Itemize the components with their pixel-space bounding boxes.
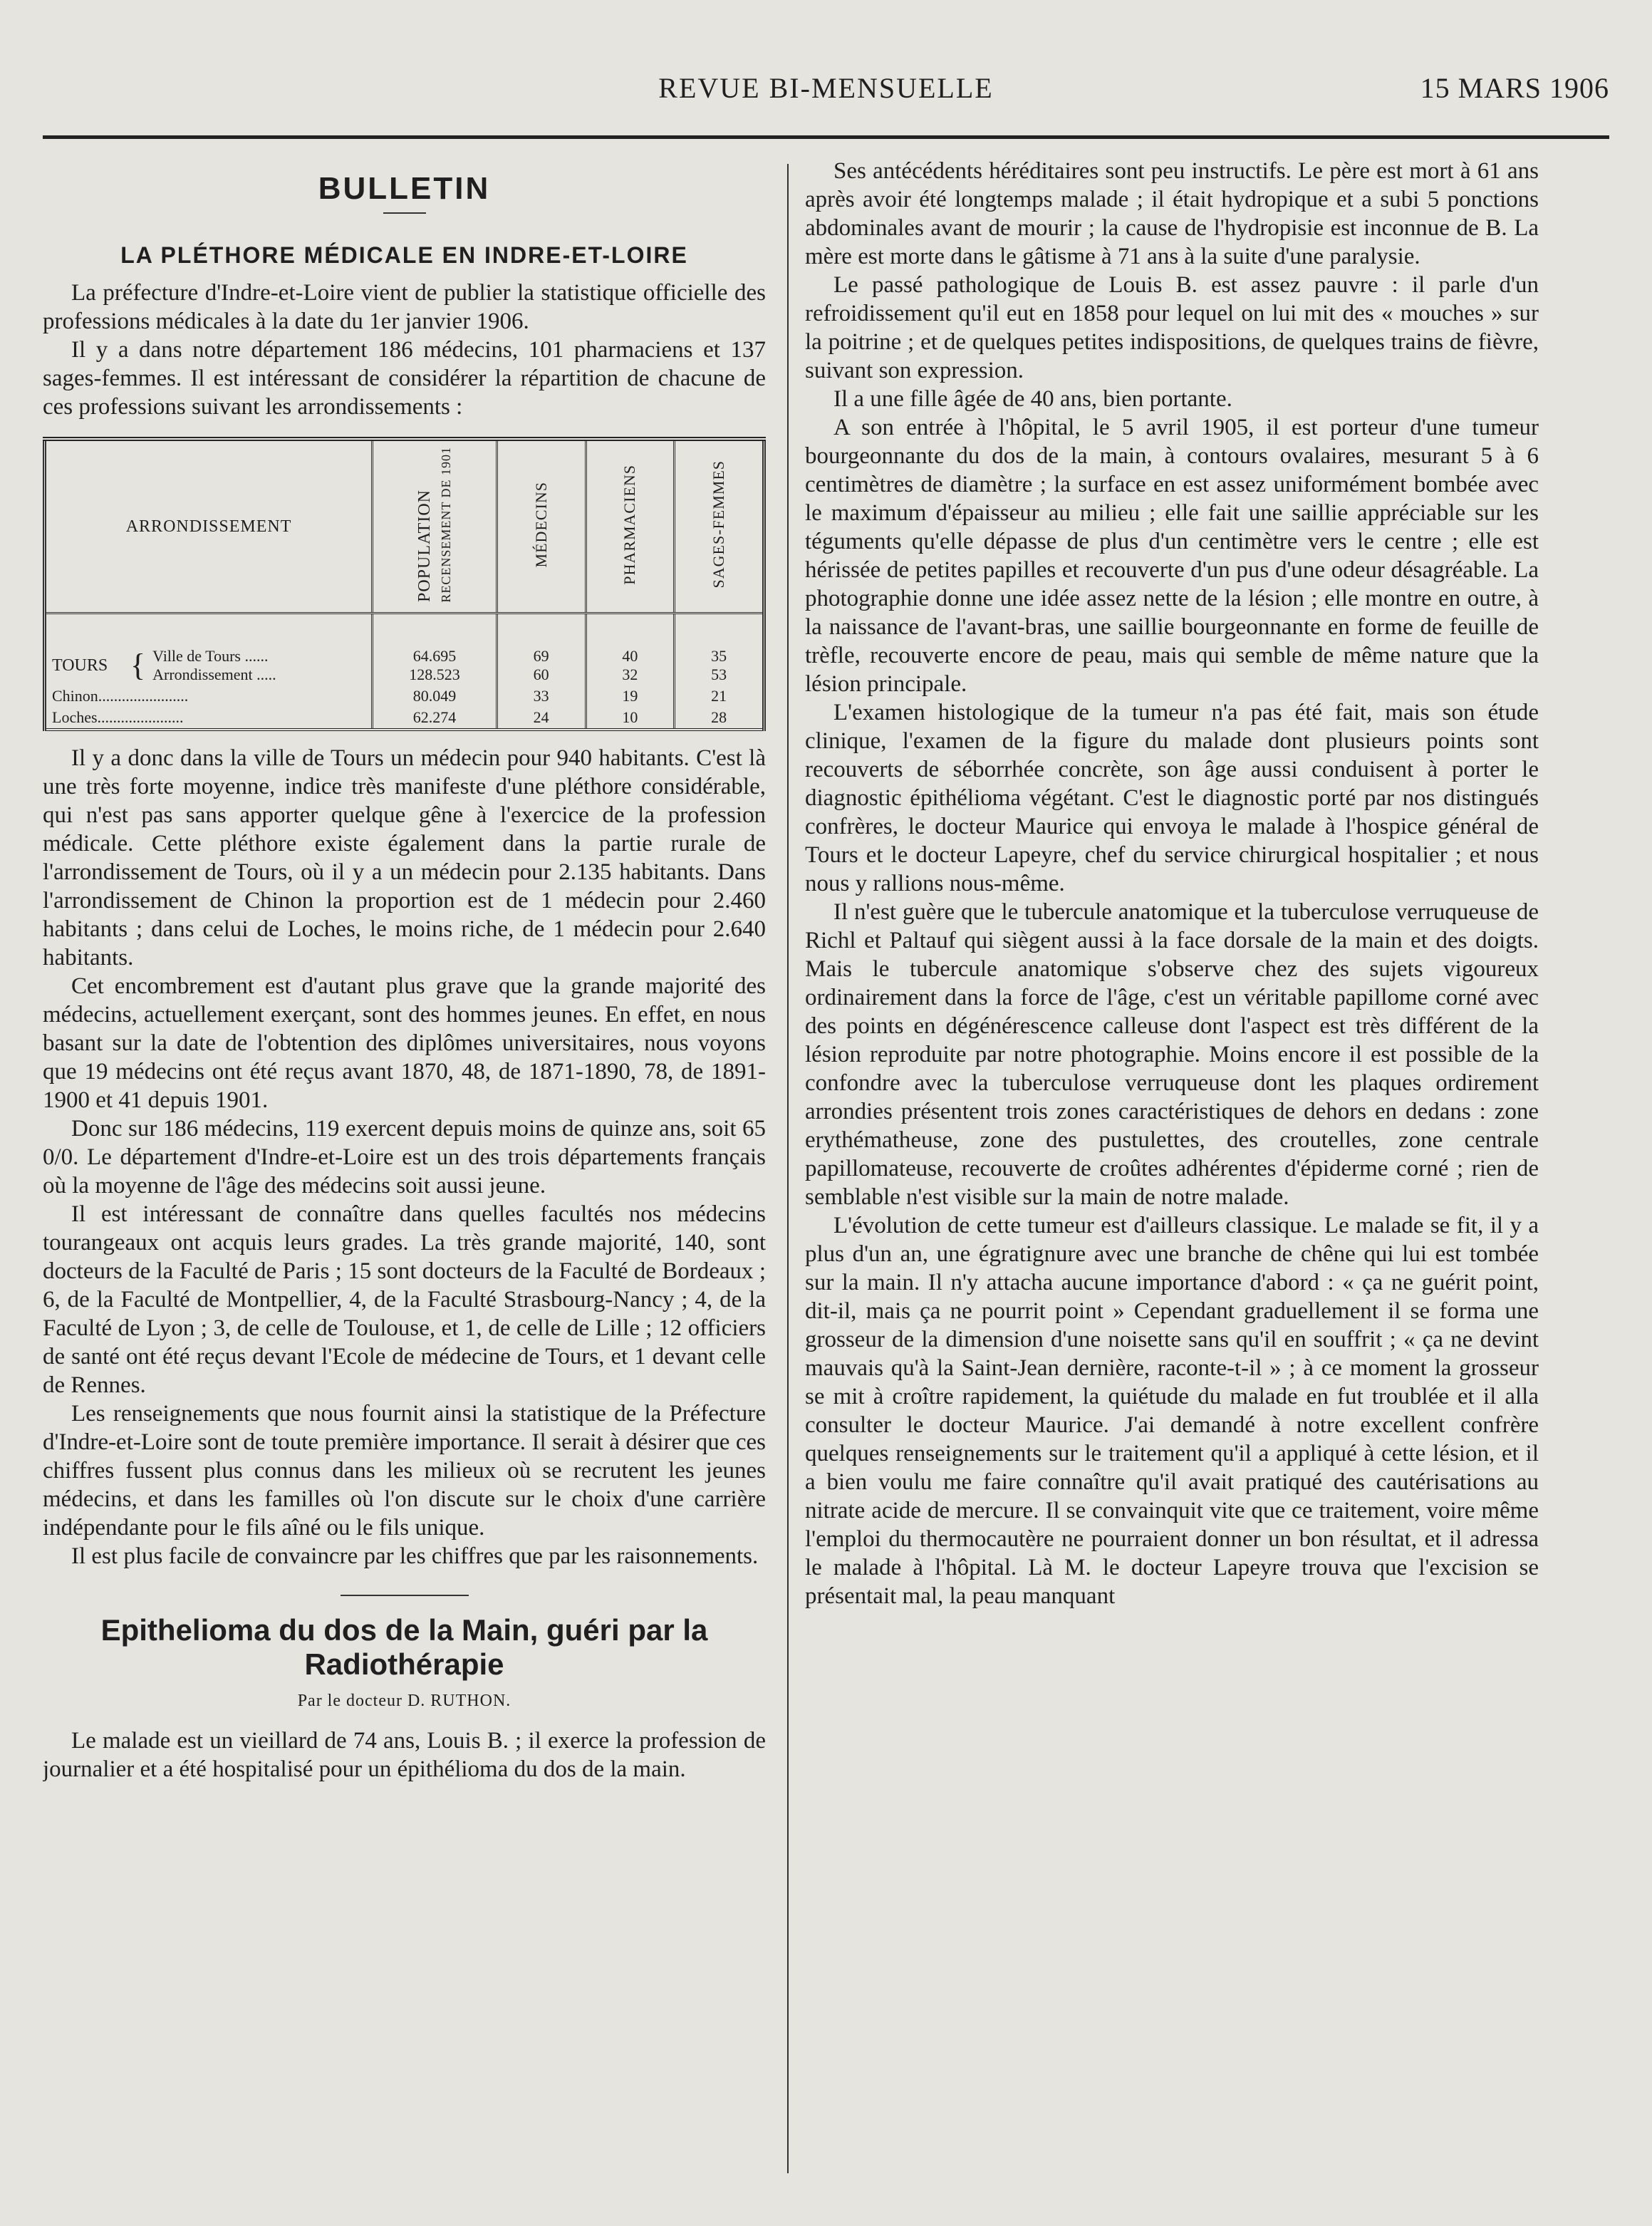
table-spacer	[45, 614, 764, 646]
article-separator	[341, 1595, 469, 1596]
paragraph: Les renseignements que nous fournit ainsi la statistique de la Préfecture d'Indre-et-Loire sont de toute première importance. Il serait à désirer que ces chiffres fussent plus connus dans les milieux où se recrutent les jeunes médecins, et dans les familles où l'on discute sur le choix d'une carrière indépendante pour le fils aîné ou le fils unique.	[43, 1401, 766, 1541]
table-row	[45, 707, 764, 730]
tours-group-label: TOURS	[52, 656, 108, 675]
cell-value: 21	[675, 685, 764, 707]
header-medecins	[497, 439, 586, 614]
header-arrondissement: ARRONDISSEMENT	[45, 439, 373, 614]
journal-title: REVUE BI-MENSUELLE	[658, 72, 994, 104]
paragraph: Il y a donc dans la ville de Tours un médecin pour 940 habitants. C'est là une très forte moyenne, indice très manifeste d'une pléthore considérable, qui n'est pas sans apporter quelque gêne à l'exercice de la profession médicale. Cette pléthore existe également dans la partie rurale de l'arrondissement de Tours, où il y a un médecin pour 2.135 habitants. Dans l'arrondissement de Chinon la proportion est de 1 médecin pour 2.460 habitants ; dans celui de Loches, le moins riche, de 1 médecin pour 2.640 habitants.	[43, 745, 766, 970]
population-cell	[373, 646, 497, 685]
header-population-label: POPULATION	[415, 490, 435, 603]
row-label: Arrondissement .....	[152, 666, 276, 683]
cell-value: 40	[622, 647, 638, 665]
pharmaciens-cell	[586, 646, 675, 685]
section-heading: LA PLÉTHORE MÉDICALE EN INDRE-ET-LOIRE	[120, 242, 688, 268]
header-population	[373, 439, 497, 614]
cell-value: 60	[533, 666, 549, 683]
paragraph: Cet encombrement est d'autant plus grave que la grande majorité des médecins, actuellement exerçant, sont des hommes jeunes. En effet, en nous basant sur la date de l'obtention des diplômes universitaires, nous voyons que 19 médecins ont été reçus avant 1870, 48, de 1871-1890, 78, de 1891-1900 et 41 depuis 1901.	[43, 973, 766, 1113]
cell-value: 62.274	[373, 707, 497, 730]
tours-brace: {	[130, 648, 146, 683]
paragraph: Il est intéressant de connaître dans quelles facultés nos médecins tourangeaux ont acquis leurs grades. La très grande majorité, 140, sont docteurs de la Faculté de Paris ; 15 sont docteurs de la Faculté de Bordeaux ; 6, de la Faculté de Montpellier, 4, de la Faculté Strasbourg-Nancy ; 4, de la Faculté de Lyon ; 3, de celle de Toulouse, et 1, de celle de Lille ; 12 officiers de santé ont été reçus devant l'Ecole de médecine de Tours, et 1 devant celle de Rennes.	[43, 1201, 766, 1398]
cell-value: 24	[497, 707, 586, 730]
paragraph: La préfecture d'Indre-et-Loire vient de publier la statistique officielle des professions médicales à la date du 1er janvier 1906.	[43, 280, 766, 334]
paragraph: Il est plus facile de convaincre par les chiffres que par les raisonnements.	[71, 1543, 759, 1569]
title-rule	[383, 212, 426, 214]
header-pharmaciens-label: PHARMACIENS	[620, 464, 639, 585]
cell-value: 80.049	[373, 685, 497, 707]
cell-value: 69	[533, 647, 549, 665]
cell-value: 33	[497, 685, 586, 707]
header-medecins-label: MÉDECINS	[531, 481, 550, 568]
cell-value: 28	[675, 707, 764, 730]
header-pharmaciens	[586, 439, 675, 614]
paragraph: Il n'est guère que le tubercule anatomique et la tuberculose verruqueuse de Richl et Paltauf qui siègent aussi à la face dorsale de la main et des doigts. Mais le tubercule anatomique s'observe chez des sujets vigoureux ordinairement dans la force de l'âge, c'est un véritable papillome corné avec des points en dégénérescence calleuse dont l'aspect est très différent de la lésion reproduite par notre photographie. Moins encore il est possible de la confondre avec la tuberculose verruqueuse dont les plaques ordirement arrondies présentent trois zones caractéristiques de dehors en dedans : zone erythématheuse, zone des pustulettes, des croutelles, zone centrale papillomateuse, recouverte de croûtes adhérentes d'épiderme corné ; rien de semblable n'est visible sur la main de notre malade.	[805, 899, 1539, 1210]
paragraph: Il y a dans notre département 186 médecins, 101 pharmaciens et 137 sages-femmes. Il est intéressant de considérer la répartition de chacune de ces professions suivant les arrondissements :	[43, 337, 766, 420]
issue-date: 15 MARS 1906	[1420, 72, 1609, 104]
paragraph: Il a une fille âgée de 40 ans, bien portante.	[833, 386, 1232, 412]
arrondissement-cell: Chinon.......................	[45, 685, 373, 707]
cell-value: 10	[586, 707, 675, 730]
arrondissement-cell: Loches......................	[45, 707, 373, 730]
table-header-row	[45, 439, 764, 614]
paragraph: Le malade est un vieillard de 74 ans, Louis B. ; il exerce la profession de journalier et a été hospitalisé pour un épithélioma du dos de la main.	[43, 1728, 766, 1782]
article-title: Epithelioma du dos de la Main, guéri par la Radiothérapie	[100, 1613, 708, 1681]
sages-femmes-cell	[675, 646, 764, 685]
article-byline: Par le docteur D. RUTHON.	[297, 1692, 511, 1710]
paragraph: L'évolution de cette tumeur est d'ailleurs classique. Le malade se fit, il y a plus d'un an, une égratignure avec une branche de chêne qui lui est tombée sur la main. Il n'y attacha aucune importance d'abord : « ça ne guérit point, dit-il, mais ça ne pourrit point » Cependant graduellement il se forma une grosseur de la dimension d'une noisette sans qu'il en souffrit ; « ça ne devint mauvais qu'à la Saint-Jean dernière, raconte-t-il » ; à ce moment la grosseur se mit à croître rapidement, la quiétude du malade en fut troublée et il alla consulter le docteur Maurice. J'ai demandé à notre excellent confrère quelques renseignements sur le traitement qu'il a appliqué à cette lésion, et il a bien voulu me faire connaître qu'il avait pratiqué des cautérisations au nitrate acide de mercure. Il se convainquit vite que ce traitement, voire même l'emploi du thermocautère ne pourraient donner un bon résultat, et il adressa le malade à l'hôpital. Là M. le docteur Lapeyre trouva que l'excision se présentait mal, la peau manquant	[805, 1213, 1539, 1609]
statistics-table	[43, 437, 766, 731]
paragraph: A son entrée à l'hôpital, le 5 avril 1905, il est porteur d'une tumeur bourgeonnante du dos de la main, à contours ovalaires, mesurant 5 à 6 centimètres de diamètre ; la surface en est assez uniformément bombée avec le maximum d'épaisseur au milieu ; elle fait une saillie appréciable sur les téguments qu'elle dépasse de plus d'un centimètre vers le centre ; elle est hérissée de petites papilles et recouverte d'un pus d'une odeur désagréable. La photographie donne une idée assez nette de la lésion ; elle montre en outre, à la naissance de l'avant-bras, une saillie bourgeonnante en forme de feuille de trèfle, recouverte encore de peau, mais qui semble de même nature que la lésion principale.	[805, 415, 1539, 697]
arrondissement-cell	[45, 646, 373, 685]
header-rule	[43, 135, 1609, 139]
cell-value: 128.523	[409, 666, 460, 683]
table-row	[45, 685, 764, 707]
tours-sub-rows	[152, 647, 276, 684]
header-sages-femmes	[675, 439, 764, 614]
paragraph: Le passé pathologique de Louis B. est assez pauvre : il parle d'un refroidissement qu'il eut en 1858 pour lequel on lui mit des « mouches » sur la poitrine ; et de quelques petites indispositions, de quelques trains de fièvre, suivant son expression.	[805, 272, 1539, 383]
bulletin-title: BULLETIN	[318, 171, 491, 206]
header-sages-femmes-label: SAGES-FEMMES	[710, 460, 728, 589]
tours-group	[52, 647, 365, 684]
paragraph: Donc sur 186 médecins, 119 exercent depuis moins de quinze ans, soit 65 0/0. Le département d'Indre-et-Loire est un des trois départements français où la moyenne de l'âge des médecins soit aussi jeune.	[43, 1116, 766, 1199]
cell-value: 64.695	[412, 647, 457, 665]
column-divider	[787, 164, 789, 2173]
header-recensement-label: RECENSEMENT DE 1901	[438, 446, 453, 603]
right-column	[805, 157, 1539, 2195]
cell-value: 19	[586, 685, 675, 707]
table-row	[45, 646, 764, 685]
page-header	[43, 71, 1609, 121]
row-label: Ville de Tours ......	[152, 647, 269, 665]
cell-value: 53	[711, 666, 727, 683]
cell-value: 32	[622, 666, 638, 683]
paragraph: L'examen histologique de la tumeur n'a pas été fait, mais son étude clinique, l'examen de la figure du malade dont plusieurs points sont recouverts de séborrhée concrète, son âge aussi conduisent à porter le diagnostic épithélioma végétant. C'est le diagnostic porté par nos distingués confrères, le docteur Maurice qui envoya le malade à l'hospice général de Tours et le docteur Lapeyre, chef du service chirurgical hospitalier ; et nous nous y rallions nous-même.	[805, 700, 1539, 896]
left-column	[43, 157, 766, 2195]
medecins-cell	[497, 646, 586, 685]
paragraph: Ses antécédents héréditaires sont peu instructifs. Le père est mort à 61 ans après avoir été longtemps malade ; il était hydropique et a subi 5 ponctions abdominales avant de mourir ; la cause de l'hydropisie est inconnue de B. La mère est morte dans le gâtisme à 71 ans à la suite d'une paralysie.	[805, 158, 1539, 269]
cell-value: 35	[711, 647, 727, 665]
